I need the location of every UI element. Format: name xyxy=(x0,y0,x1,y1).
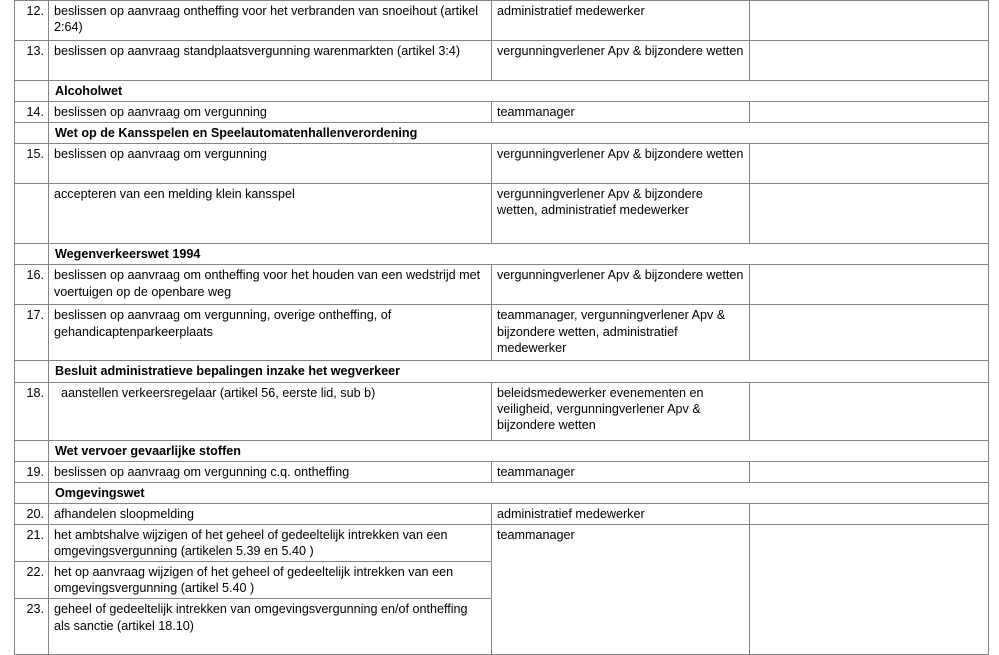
section-header-row xyxy=(15,123,989,144)
row-number-cell xyxy=(15,102,49,123)
mandate-holder: beleidsmedewerker evenementen en veiligheid, vergunningverlener Apv & bijzondere wetten xyxy=(497,385,704,432)
notes-cell xyxy=(750,41,989,81)
task-description: beslissen op aanvraag ontheffing voor het verbranden van snoeihout (artikel 2:64) xyxy=(54,4,479,35)
mandate-holder-cell xyxy=(492,144,750,184)
task-description: beslissen op aanvraag om vergunning xyxy=(54,147,267,162)
task-description-cell xyxy=(49,265,492,305)
section-header-row xyxy=(15,440,989,461)
mandate-holder: administratief medewerker xyxy=(497,506,645,521)
table-row xyxy=(15,144,989,184)
row-number-cell xyxy=(15,440,49,461)
notes-cell xyxy=(750,184,989,244)
row-number-cell xyxy=(15,461,49,482)
row-number-cell xyxy=(15,482,49,503)
section-title: Wet op de Kansspelen en Speelautomatenhallenverordening xyxy=(55,126,418,141)
task-description: het op aanvraag wijzigen of het geheel of gedeeltelijk intrekken van een omgevingsvergunning (artikel 5.40 ) xyxy=(54,565,454,596)
task-description-cell xyxy=(49,184,492,244)
section-title-cell xyxy=(49,361,989,382)
row-number: 12. xyxy=(26,4,44,18)
table-row xyxy=(15,102,989,123)
notes-cell xyxy=(750,1,989,41)
notes-cell xyxy=(750,305,989,361)
notes-cell xyxy=(750,382,989,440)
mandate-holder: teammanager, vergunningverlener Apv & bijzondere wetten, administratief medewerker xyxy=(497,308,726,355)
task-description-cell xyxy=(49,599,492,655)
table-body xyxy=(15,1,989,655)
section-title-cell xyxy=(49,244,989,265)
task-description-cell xyxy=(49,562,492,599)
row-number: 16. xyxy=(26,268,44,283)
row-number: 14. xyxy=(26,105,44,120)
row-number: 13. xyxy=(26,44,44,58)
task-description: beslissen op aanvraag om vergunning xyxy=(54,105,267,120)
row-number-cell xyxy=(15,144,49,184)
task-description-cell xyxy=(49,102,492,123)
row-number-cell xyxy=(15,184,49,244)
table-row xyxy=(15,305,989,361)
task-description-cell xyxy=(49,461,492,482)
row-number: 17. xyxy=(26,308,44,323)
row-number-cell xyxy=(15,562,49,599)
table-row xyxy=(15,503,989,524)
table-row xyxy=(15,524,989,561)
row-number: 18. xyxy=(26,385,44,400)
table-row xyxy=(15,184,989,244)
task-description-cell xyxy=(49,305,492,361)
notes-cell xyxy=(750,102,989,123)
task-description: beslissen op aanvraag om ontheffing voor het houden van een wedstrijd met voertuigen op de openbare weg xyxy=(54,268,481,299)
section-title: Alcoholwet xyxy=(55,84,123,98)
row-number-cell xyxy=(15,123,49,144)
section-header-row xyxy=(15,361,989,382)
task-description: accepteren van een melding klein kansspel xyxy=(54,187,295,202)
task-description: beslissen op aanvraag om vergunning c.q. ontheffing xyxy=(54,464,350,479)
task-description-cell xyxy=(49,524,492,561)
mandate-holder-cell xyxy=(492,1,750,41)
notes-cell xyxy=(750,503,989,524)
row-number: 22. xyxy=(26,565,44,580)
section-title-cell xyxy=(49,482,989,503)
mandate-holder: administratief medewerker xyxy=(497,4,645,18)
mandate-holder-cell xyxy=(492,305,750,361)
mandate-holder-cell xyxy=(492,503,750,524)
table-row xyxy=(15,265,989,305)
section-header-row xyxy=(15,482,989,503)
row-number-cell xyxy=(15,361,49,382)
row-number: 21. xyxy=(26,527,44,542)
task-description: geheel of gedeeltelijk intrekken van omgevingsvergunning en/of ontheffing als sanctie (artikel 18.10) xyxy=(54,602,468,633)
row-number-cell xyxy=(15,81,49,102)
mandate-holder-cell xyxy=(492,184,750,244)
task-description-cell xyxy=(49,41,492,81)
task-description-cell xyxy=(49,382,492,440)
section-title: Wet vervoer gevaarlijke stoffen xyxy=(55,443,241,458)
row-number: 20. xyxy=(26,506,44,521)
task-description-cell xyxy=(49,1,492,41)
section-title-cell xyxy=(49,81,989,102)
mandate-register-table xyxy=(14,0,989,655)
row-number-cell xyxy=(15,41,49,81)
table-row xyxy=(15,382,989,440)
notes-cell xyxy=(750,144,989,184)
notes-cell xyxy=(750,265,989,305)
mandate-holder: vergunningverlener Apv & bijzondere wetten xyxy=(497,44,744,58)
mandate-holder: vergunningverlener Apv & bijzondere wetten xyxy=(497,268,744,283)
mandate-holder: vergunningverlener Apv & bijzondere wetten, administratief medewerker xyxy=(497,187,703,218)
row-number: 19. xyxy=(26,464,44,479)
row-number-cell xyxy=(15,244,49,265)
table-row xyxy=(15,41,989,81)
mandate-holder: teammanager xyxy=(497,527,575,542)
row-number-cell xyxy=(15,524,49,561)
section-title-cell xyxy=(49,440,989,461)
row-number-cell xyxy=(15,599,49,655)
notes-cell xyxy=(750,524,989,654)
section-title: Besluit administratieve bepalingen inzake het wegverkeer xyxy=(55,364,401,379)
section-title: Wegenverkeerswet 1994 xyxy=(55,247,201,262)
task-description: beslissen op aanvraag om vergunning, overige ontheffing, of gehandicaptenparkeerplaats xyxy=(54,308,392,339)
table-row xyxy=(15,461,989,482)
task-description: beslissen op aanvraag standplaatsvergunning warenmarkten (artikel 3:4) xyxy=(54,44,461,58)
row-number-cell xyxy=(15,1,49,41)
section-header-row xyxy=(15,244,989,265)
task-description: afhandelen sloopmelding xyxy=(54,506,195,521)
row-number: 15. xyxy=(26,147,44,162)
task-description: het ambtshalve wijzigen of het geheel of gedeeltelijk intrekken van een omgevingsvergunning (artikelen 5.39 en 5.40 ) xyxy=(54,527,448,559)
mandate-holder-cell xyxy=(492,265,750,305)
mandate-holder-cell xyxy=(492,102,750,123)
mandate-holder: teammanager xyxy=(497,105,575,120)
row-number: 23. xyxy=(26,602,44,617)
mandate-holder: teammanager xyxy=(497,464,575,479)
mandate-holder-cell xyxy=(492,524,750,654)
mandate-holder-cell xyxy=(492,41,750,81)
row-number-cell xyxy=(15,305,49,361)
section-header-row xyxy=(15,81,989,102)
task-description-cell xyxy=(49,144,492,184)
row-number-cell xyxy=(15,382,49,440)
notes-cell xyxy=(750,461,989,482)
table-row xyxy=(15,1,989,41)
mandate-holder-cell xyxy=(492,382,750,440)
mandate-holder-cell xyxy=(492,461,750,482)
section-title-cell xyxy=(49,123,989,144)
row-number-cell xyxy=(15,503,49,524)
row-number-cell xyxy=(15,265,49,305)
mandate-holder: vergunningverlener Apv & bijzondere wetten xyxy=(497,147,744,162)
task-description-cell xyxy=(49,503,492,524)
section-title: Omgevingswet xyxy=(55,485,145,500)
task-description: aanstellen verkeersregelaar (artikel 56, eerste lid, sub b) xyxy=(61,385,376,400)
